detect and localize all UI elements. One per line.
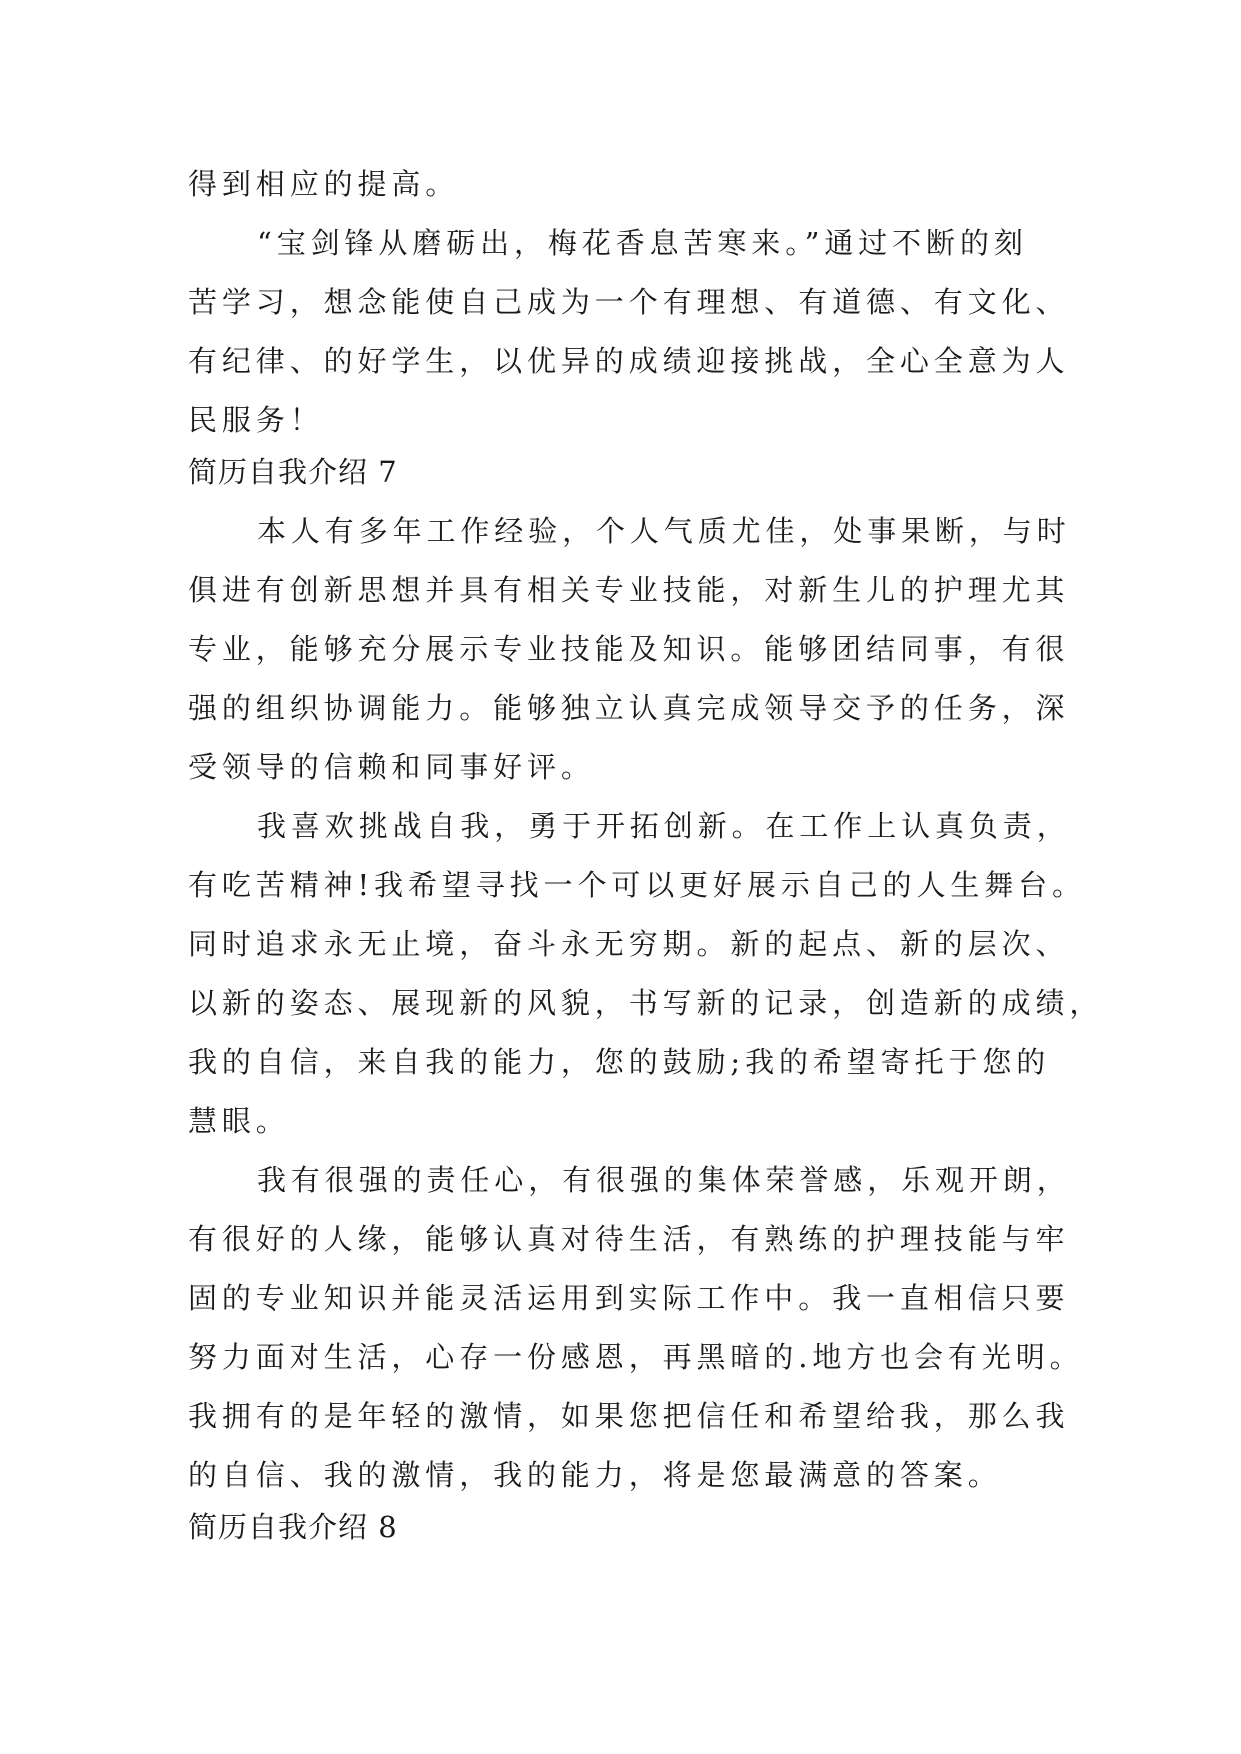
text-line: 受领导的信赖和同事好评。 <box>188 750 595 784</box>
text-line: 有很好的人缘，能够认真对待生活，有熟练的护理技能与牢 <box>188 1222 1070 1256</box>
section-heading-7: 简历自我介绍 7 <box>188 455 398 489</box>
text-line: 我拥有的是年轻的激情，如果您把信任和希望给我，那么我 <box>188 1399 1070 1433</box>
text-line: 有吃苦精神!我希望寻找一个可以更好展示自己的人生舞台。 <box>188 868 1086 902</box>
text-line: 得到相应的提高。 <box>188 167 460 201</box>
paragraph-start: 本人有多年工作经验，个人气质尤佳，处事果断，与时 <box>257 514 1071 548</box>
paragraph-start: “宝剑锋从磨砺出，梅花香息苦寒来。”通过不断的刻 <box>257 226 1028 260</box>
paragraph-start: 我有很强的责任心，有很强的集体荣誉感，乐观开朗， <box>257 1163 1071 1197</box>
text-line: 慧眼。 <box>188 1104 290 1138</box>
text-line: 俱进有创新思想并具有相关专业技能，对新生儿的护理尤其 <box>188 573 1070 607</box>
text-line: 固的专业知识并能灵活运用到实际工作中。我一直相信只要 <box>188 1281 1070 1315</box>
text-line: 有纪律、的好学生，以优异的成绩迎接挑战，全心全意为人 <box>188 344 1070 378</box>
section-heading-8: 简历自我介绍 8 <box>188 1510 398 1544</box>
text-line: 专业，能够充分展示专业技能及知识。能够团结同事，有很 <box>188 632 1070 666</box>
text-line: 苦学习，想念能使自己成为一个有理想、有道德、有文化、 <box>188 285 1070 319</box>
paragraph-start: 我喜欢挑战自我，勇于开拓创新。在工作上认真负责， <box>257 809 1071 843</box>
text-line: 努力面对生活，心存一份感恩，再黑暗的.地方也会有光明。 <box>188 1340 1084 1374</box>
text-line: 民服务！ <box>188 403 324 437</box>
text-line: 强的组织协调能力。能够独立认真完成领导交予的任务，深 <box>188 691 1070 725</box>
text-line: 以新的姿态、展现新的风貌，书写新的记录，创造新的成绩， <box>188 986 1104 1020</box>
text-line: 同时追求永无止境，奋斗永无穷期。新的起点、新的层次、 <box>188 927 1070 961</box>
text-line: 的自信、我的激情，我的能力，将是您最满意的答案。 <box>188 1458 1002 1492</box>
text-line: 我的自信，来自我的能力，您的鼓励;我的希望寄托于您的 <box>188 1045 1051 1079</box>
